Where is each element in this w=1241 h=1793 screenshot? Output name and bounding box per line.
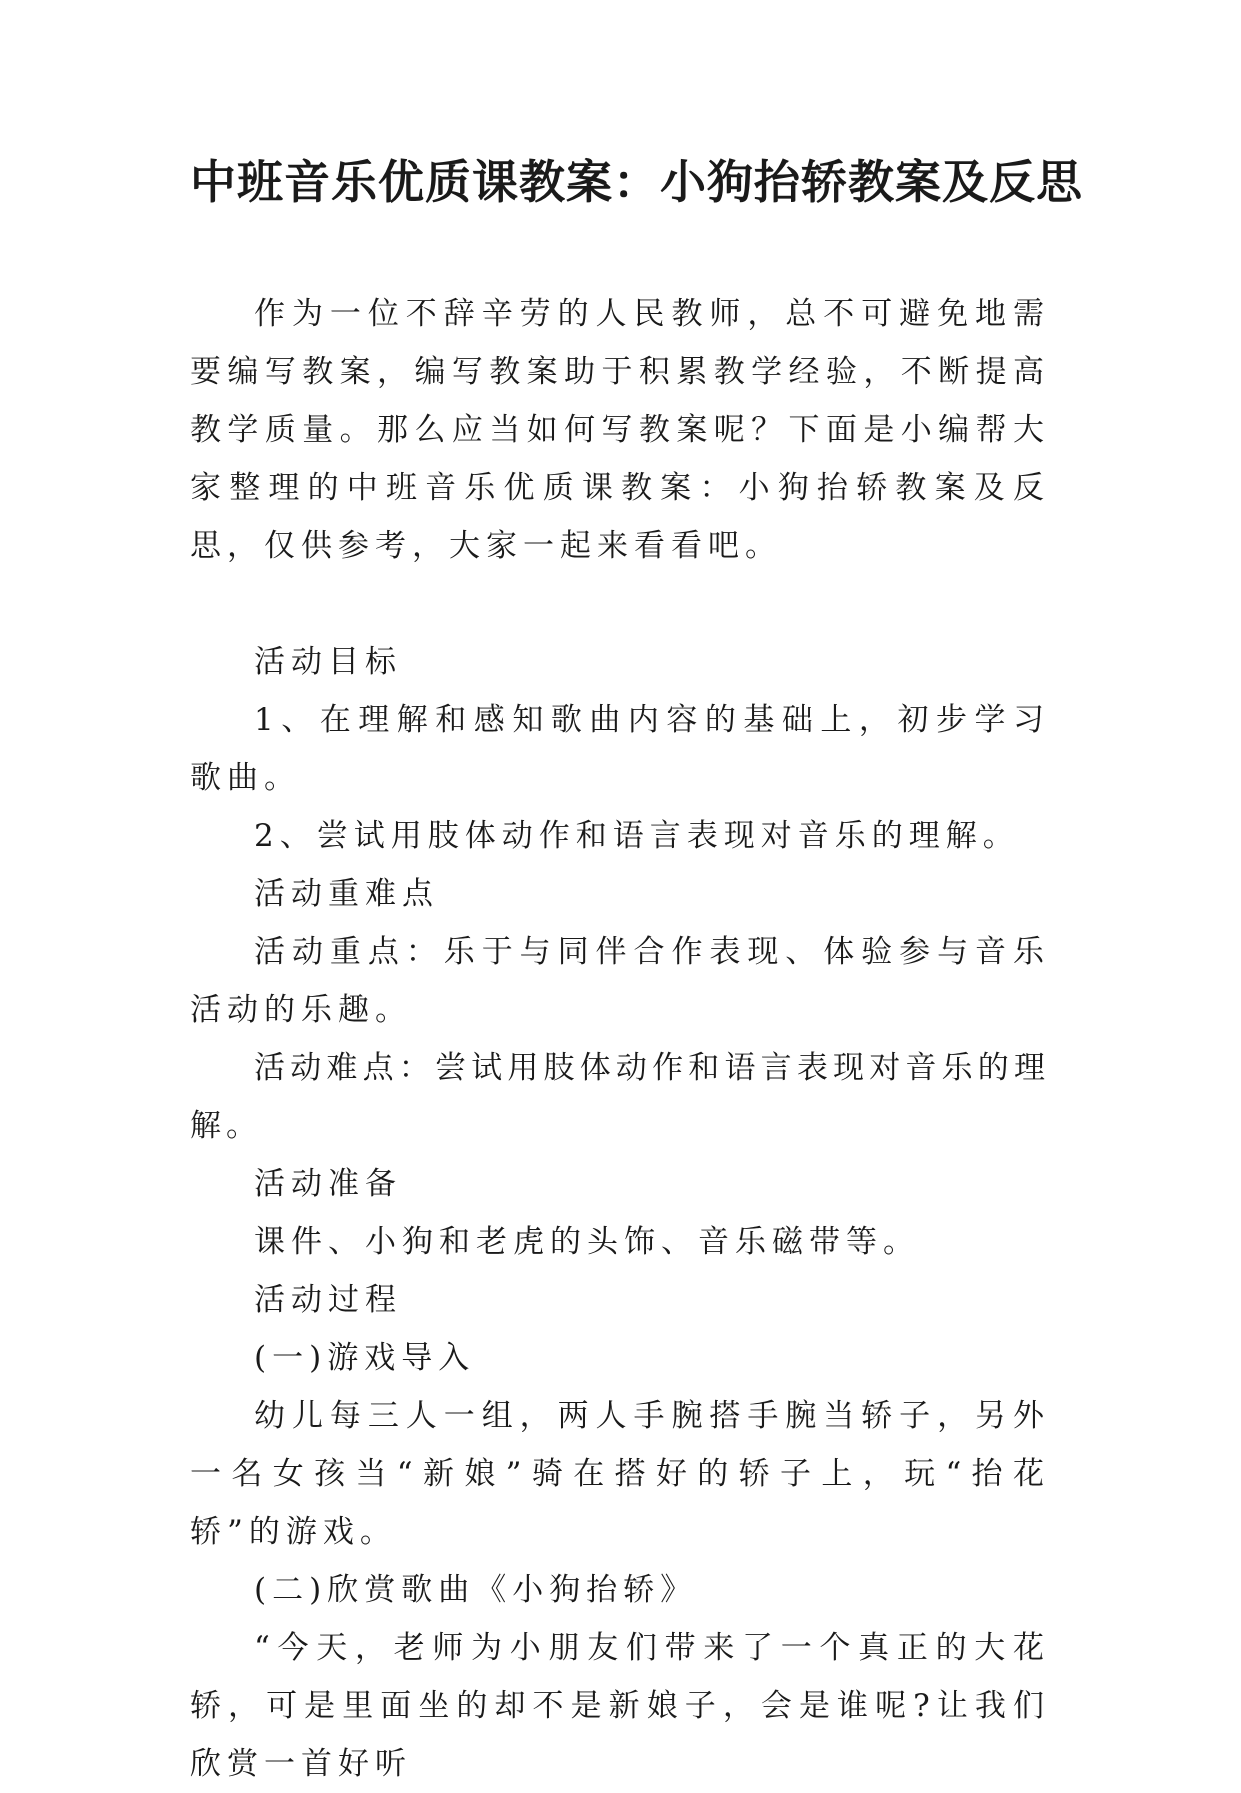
document-body [190, 285, 1050, 1793]
section-heading-key-points: 活动重难点 [254, 876, 439, 912]
process-step-1-paragraph: 幼儿每三人一组，两人手腕搭手腕当轿子，另外一名女孩当“新娘”骑在搭好的轿子上，玩“抬花轿”的游戏。 [190, 1398, 1050, 1550]
process-step-2-paragraph: “今天，老师为小朋友们带来了一个真正的大花轿，可是里面坐的却不是新娘子，会是谁呢?让我们欣赏一首好听 [190, 1630, 1050, 1782]
key-point-paragraph: 活动重点：乐于与同伴合作表现、体验参与音乐活动的乐趣。 [190, 934, 1050, 1028]
section-heading-preparation: 活动准备 [254, 1166, 402, 1202]
goal-item-1: 1、在理解和感知歌曲内容的基础上，初步学习歌曲。 [190, 702, 1050, 796]
document-title: 中班音乐优质课教案：小狗抬轿教案及反思 [190, 155, 1083, 209]
goal-item-2: 2、尝试用肢体动作和语言表现对音乐的理解。 [254, 818, 1020, 854]
preparation-paragraph: 课件、小狗和老虎的头饰、音乐磁带等。 [254, 1224, 920, 1260]
section-heading-goals: 活动目标 [254, 644, 402, 680]
process-step-1-heading: (一)游戏导入 [254, 1340, 476, 1376]
difficult-point-paragraph: 活动难点：尝试用肢体动作和语言表现对音乐的理解。 [190, 1050, 1050, 1144]
section-heading-process: 活动过程 [254, 1282, 402, 1318]
paragraph-gap [190, 575, 1050, 633]
intro-paragraph: 作为一位不辞辛劳的人民教师，总不可避免地需要编写教案，编写教案助于积累教学经验，不断提高教学质量。那么应当如何写教案呢？下面是小编帮大家整理的中班音乐优质课教案：小狗抬轿教案及反思，仅供参考，大家一起来看看吧。 [190, 296, 1050, 564]
process-step-2-heading: (二)欣赏歌曲《小狗抬轿》 [254, 1572, 698, 1608]
